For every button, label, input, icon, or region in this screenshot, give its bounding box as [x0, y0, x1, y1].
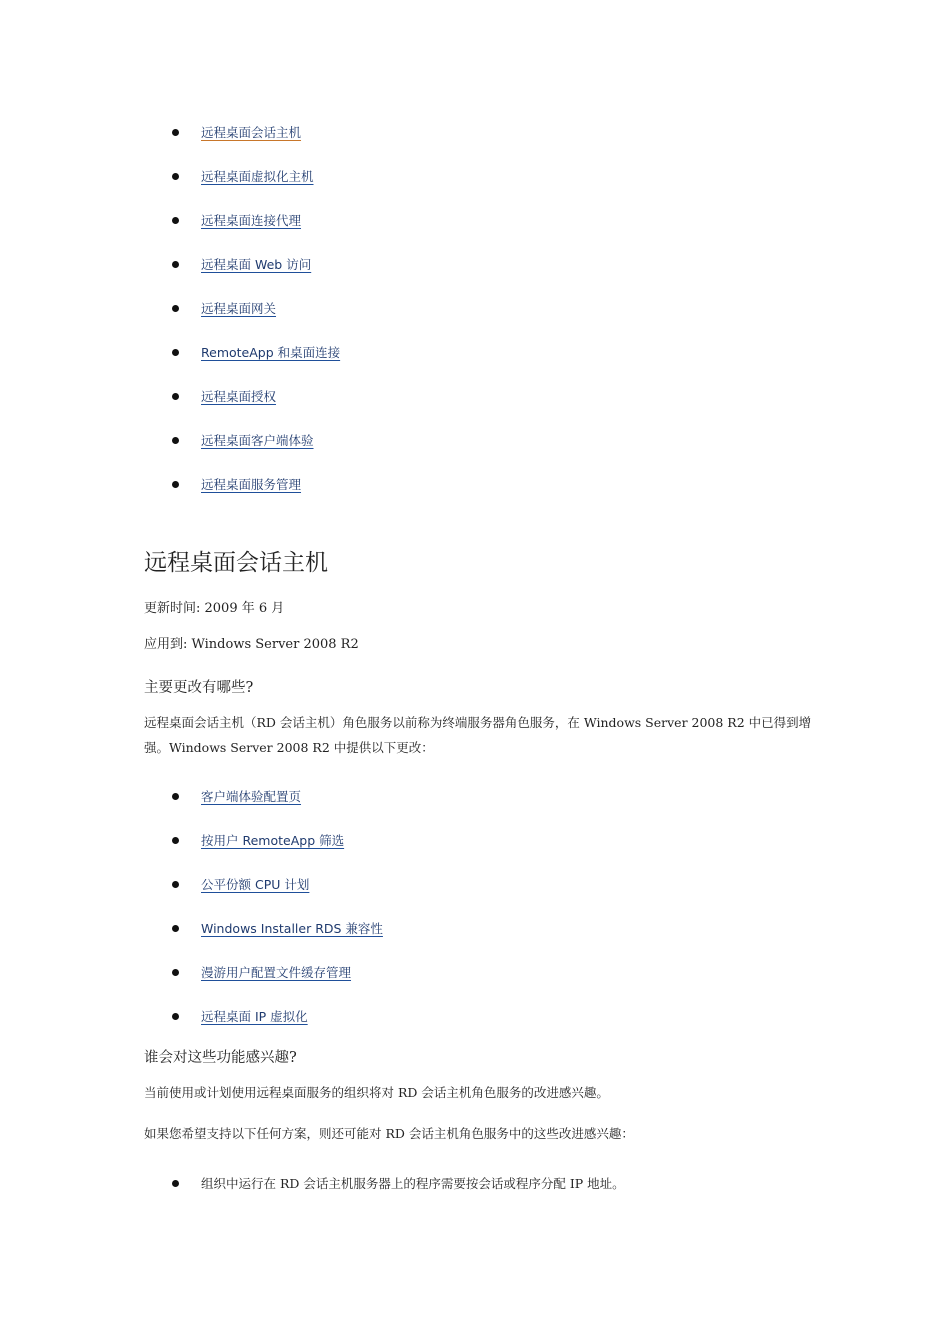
toc-link-rd-virtualization-host[interactable]: 远程桌面虚拟化主机 — [201, 169, 314, 184]
change-link-fair-share-cpu[interactable]: 公平份额 CPU 计划 — [201, 877, 310, 892]
bullet-icon — [172, 349, 179, 356]
toc-link-rd-services-management[interactable]: 远程桌面服务管理 — [201, 477, 302, 492]
whats-new-heading: 主要更改有哪些? — [144, 680, 254, 696]
bullet-icon — [172, 793, 179, 800]
toc-link-rd-session-host[interactable]: 远程桌面会话主机 — [201, 125, 302, 140]
bullet-icon — [172, 393, 179, 400]
intro-paragraph: 远程桌面会话主机（RD 会话主机）角色服务以前称为终端服务器角色服务，在 Windows Server 2008 R2 中已得到增强。Windows Server 2008 R2 中提供以下更改： — [144, 715, 812, 755]
interest-paragraph-1: 当前使用或计划使用远程桌面服务的组织将对 RD 会话主机角色服务的改进感兴趣。 — [144, 1085, 609, 1100]
bullet-icon — [172, 837, 179, 844]
bullet-icon — [172, 437, 179, 444]
change-link-roaming-profile-cache[interactable]: 漫游用户配置文件缓存管理 — [201, 965, 352, 980]
applies-to: 应用到: Windows Server 2008 R2 — [144, 637, 359, 652]
bullet-icon — [172, 261, 179, 268]
updated-date: 更新时间: 2009 年 6 月 — [144, 601, 285, 616]
bullet-icon — [172, 925, 179, 932]
scenario-text: 组织中运行在 RD 会话主机服务器上的程序需要按会话或程序分配 IP 地址。 — [201, 1176, 625, 1191]
change-link-rd-ip-virtualization[interactable]: 远程桌面 IP 虚拟化 — [201, 1009, 308, 1024]
toc-link-rd-gateway[interactable]: 远程桌面网关 — [201, 301, 277, 316]
bullet-icon — [172, 969, 179, 976]
change-link-per-user-remoteapp[interactable]: 按用户 RemoteApp 筛选 — [201, 833, 345, 848]
bullet-icon — [172, 881, 179, 888]
toc-link-rd-connection-broker[interactable]: 远程桌面连接代理 — [201, 213, 302, 228]
change-link-windows-installer-rds[interactable]: Windows Installer RDS 兼容性 — [201, 921, 383, 936]
toc-link-rd-web-access[interactable]: 远程桌面 Web 访问 — [201, 257, 312, 272]
toc-link-rd-client-experience[interactable]: 远程桌面客户端体验 — [201, 433, 314, 448]
page-title: 远程桌面会话主机 — [144, 550, 328, 576]
bullet-icon — [172, 1180, 179, 1187]
interest-paragraph-2: 如果您希望支持以下任何方案，则还可能对 RD 会话主机角色服务中的这些改进感兴趣： — [144, 1126, 634, 1141]
bullet-icon — [172, 217, 179, 224]
toc-link-remoteapp[interactable]: RemoteApp 和桌面连接 — [201, 345, 341, 360]
bullet-icon — [172, 305, 179, 312]
bullet-icon — [172, 481, 179, 488]
interest-heading: 谁会对这些功能感兴趣? — [144, 1050, 297, 1066]
bullet-icon — [172, 173, 179, 180]
change-link-client-experience-config[interactable]: 客户端体验配置页 — [201, 789, 302, 804]
bullet-icon — [172, 1013, 179, 1020]
toc-link-rd-licensing[interactable]: 远程桌面授权 — [201, 389, 277, 404]
bullet-icon — [172, 129, 179, 136]
